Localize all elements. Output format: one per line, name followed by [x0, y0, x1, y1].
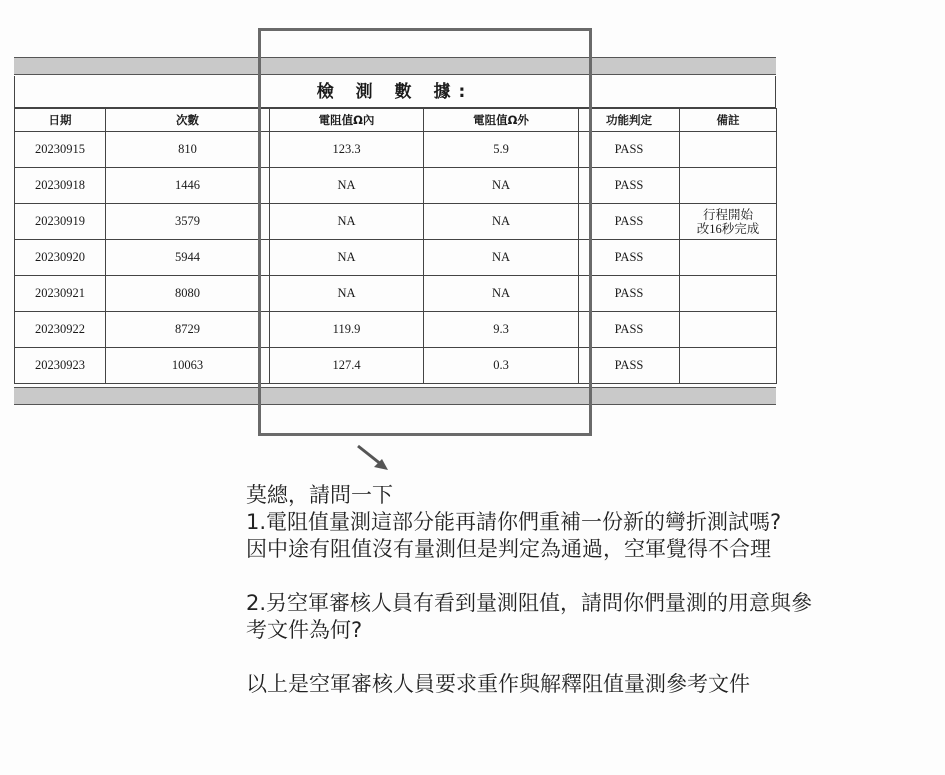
cell-resistance-outer: NA — [424, 240, 579, 276]
cell-count: 8080 — [106, 276, 270, 312]
cell-remarks — [680, 132, 777, 168]
cell-date: 20230921 — [15, 276, 106, 312]
cell-remarks — [680, 240, 777, 276]
cell-resistance-outer: 5.9 — [424, 132, 579, 168]
message-question-2-line-2: 考文件為何? — [246, 618, 363, 642]
cell-date: 20230920 — [15, 240, 106, 276]
cell-count: 5944 — [106, 240, 270, 276]
header-remarks: 備註 — [680, 109, 777, 132]
cell-count: 1446 — [106, 168, 270, 204]
cell-resistance-inner: NA — [270, 276, 424, 312]
arrow-down-right-icon — [355, 443, 391, 473]
cell-resistance-inner: NA — [270, 168, 424, 204]
cell-function-result: PASS — [579, 132, 680, 168]
cell-resistance-outer: 9.3 — [424, 312, 579, 348]
cell-resistance-inner: 123.3 — [270, 132, 424, 168]
cell-resistance-outer: 0.3 — [424, 348, 579, 384]
cell-resistance-outer: NA — [424, 276, 579, 312]
cell-function-result: PASS — [579, 312, 680, 348]
header-resistance-inner: 電阻值Ω內 — [270, 109, 424, 132]
cell-date: 20230919 — [15, 204, 106, 240]
cell-date: 20230918 — [15, 168, 106, 204]
cell-function-result: PASS — [579, 168, 680, 204]
header-function-result: 功能判定 — [579, 109, 680, 132]
message-question-1-line-1: 1.電阻值量測這部分能再請你們重補一份新的彎折測試嗎? — [246, 510, 782, 534]
cell-remarks: 行程開始 改16秒完成 — [680, 204, 777, 240]
message-question-2-line-1: 2.另空軍審核人員有看到量測阻值，請問你們量測的用意與參 — [246, 591, 813, 615]
cell-remarks — [680, 348, 777, 384]
cell-resistance-inner: 127.4 — [270, 348, 424, 384]
cell-function-result: PASS — [579, 348, 680, 384]
cell-resistance-inner: 119.9 — [270, 312, 424, 348]
table-title: 檢 測 數 據: — [316, 82, 474, 102]
cell-resistance-inner: NA — [270, 240, 424, 276]
cell-remarks — [680, 168, 777, 204]
cell-date: 20230923 — [15, 348, 106, 384]
cell-count: 8729 — [106, 312, 270, 348]
cell-function-result: PASS — [579, 240, 680, 276]
highlight-frame — [258, 28, 592, 436]
cell-function-result: PASS — [579, 276, 680, 312]
cell-resistance-outer: NA — [424, 204, 579, 240]
message-closing: 以上是空軍審核人員要求重作與解釋阻值量測參考文件 — [246, 672, 750, 696]
cell-resistance-inner: NA — [270, 204, 424, 240]
message-question-1-line-2: 因中途有阻值沒有量測但是判定為通過，空軍覺得不合理 — [246, 537, 771, 561]
header-date: 日期 — [15, 109, 106, 132]
header-resistance-outer: 電阻值Ω外 — [424, 109, 579, 132]
cell-remarks — [680, 312, 777, 348]
cell-count: 810 — [106, 132, 270, 168]
header-count: 次數 — [106, 109, 270, 132]
cell-date: 20230915 — [15, 132, 106, 168]
cell-resistance-outer: NA — [424, 168, 579, 204]
message-text — [246, 482, 945, 698]
message-greeting: 莫總，請問一下 — [246, 483, 393, 507]
cell-count: 10063 — [106, 348, 270, 384]
cell-remarks — [680, 276, 777, 312]
cell-date: 20230922 — [15, 312, 106, 348]
cell-count: 3579 — [106, 204, 270, 240]
cell-function-result: PASS — [579, 204, 680, 240]
